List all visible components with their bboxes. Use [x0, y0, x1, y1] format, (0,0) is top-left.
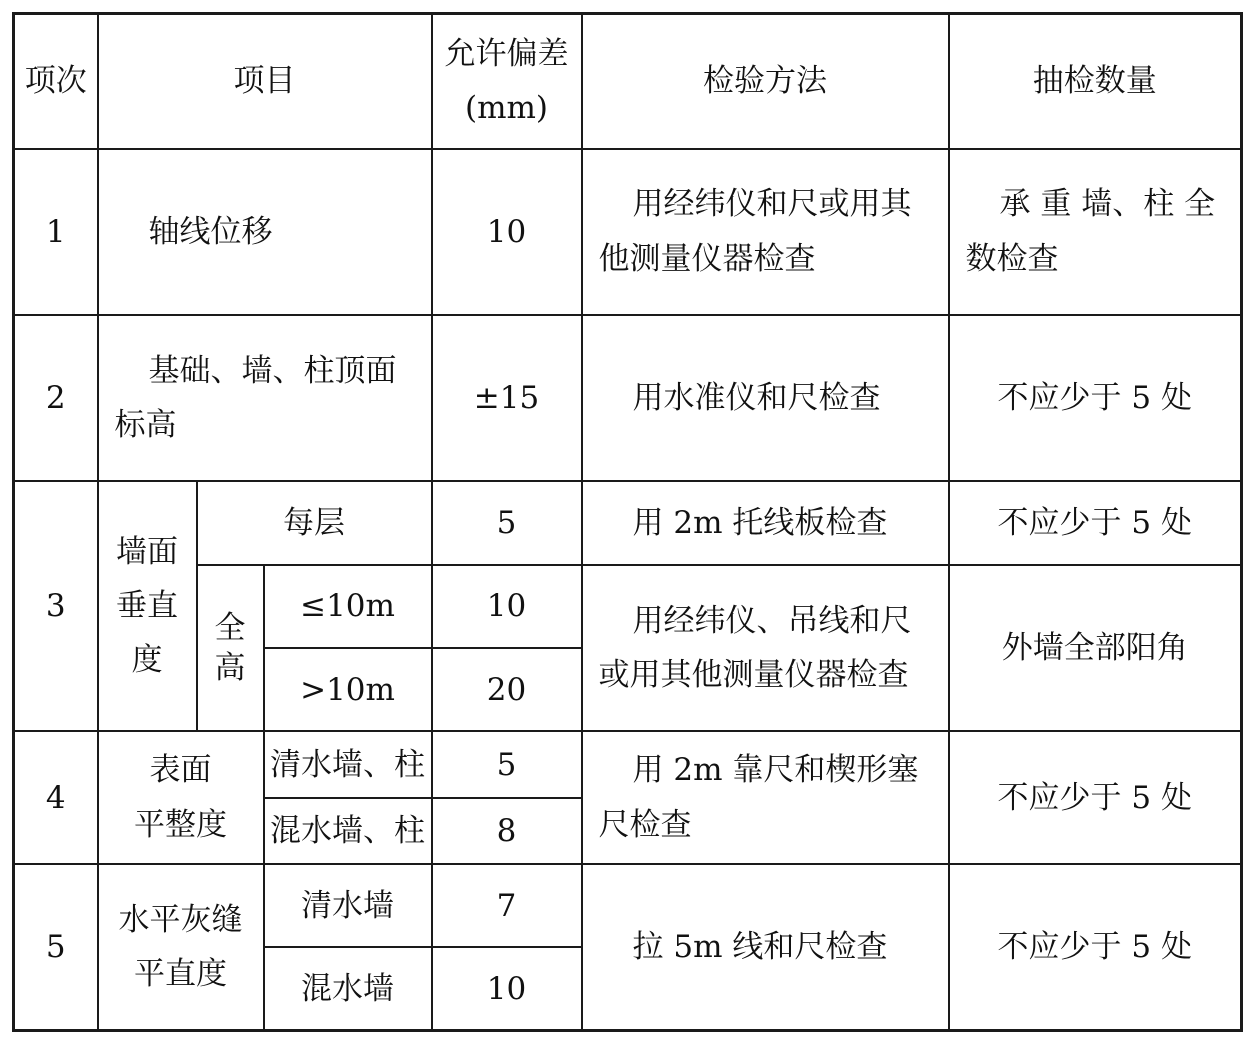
row4-group	[98, 731, 264, 864]
table-row-2	[14, 315, 1242, 481]
table-row-3b	[14, 565, 1242, 648]
row1-quantity	[949, 149, 1242, 315]
row5-sub2-tolerance: 10	[432, 947, 582, 1030]
row2-tolerance: ±15	[432, 315, 582, 481]
row5-quantity: 不应少于 5 处	[949, 864, 1242, 1030]
row1-method	[582, 149, 949, 315]
row3-group-line1: 墙面	[116, 533, 178, 570]
header-col-item: 项目	[98, 14, 432, 149]
row1-quantity-line1: 承 重 墙、柱 全	[999, 186, 1216, 223]
row3-group	[98, 481, 197, 731]
row5-sub2-label: 混水墙	[264, 947, 432, 1030]
row4-sub2-label: 混水墙、柱	[264, 798, 432, 864]
row3-sub2-tolerance: 10	[432, 565, 582, 648]
header-col-tolerance-line2: (mm)	[465, 90, 548, 127]
row3-full-method-line2: 或用其他测量仪器检查	[598, 657, 909, 694]
row4-group-line2: 平整度	[134, 806, 227, 843]
tolerance-table	[12, 12, 1243, 1032]
row4-method-line2: 尺检查	[598, 806, 692, 843]
table-row-4a	[14, 731, 1242, 798]
row4-sub1-label: 清水墙、柱	[264, 731, 432, 798]
row5-group	[98, 864, 264, 1030]
row1-item: 轴线位移	[98, 149, 432, 315]
row3-full-method-line1: 用经纬仪、吊线和尺	[632, 602, 912, 639]
row5-group-line1: 水平灰缝	[118, 901, 243, 938]
row5-group-line2: 平直度	[134, 956, 227, 993]
row2-method: 用水准仪和尺检查	[582, 315, 949, 481]
row5-sub1-label: 清水墙	[264, 864, 432, 947]
row3-full-height	[197, 565, 264, 731]
row2-item	[98, 315, 432, 481]
header-col-tolerance-line1: 允许偏差	[444, 36, 569, 73]
row2-quantity: 不应少于 5 处	[949, 315, 1242, 481]
row4-sub2-tolerance: 8	[432, 798, 582, 864]
row3-sub1-quantity: 不应少于 5 处	[949, 481, 1242, 565]
header-col-method: 检验方法	[582, 14, 949, 149]
row5-no: 5	[14, 864, 98, 1030]
table-row-1	[14, 149, 1242, 315]
row3-full-height-line1: 全	[214, 609, 246, 646]
row5-method: 拉 5m 线和尺检查	[582, 864, 949, 1030]
row1-method-line2: 他测量仪器检查	[598, 240, 816, 277]
row3-sub3-label: >10m	[264, 648, 432, 731]
table-row-5a	[14, 864, 1242, 947]
row3-full-quantity: 外墙全部阳角	[949, 565, 1242, 731]
row3-group-line3: 度	[131, 642, 163, 679]
row3-group-line2: 垂直	[116, 587, 178, 624]
row3-sub3-tolerance: 20	[432, 648, 582, 731]
row1-tolerance: 10	[432, 149, 582, 315]
header-col-no: 项次	[14, 14, 98, 149]
row4-no: 4	[14, 731, 98, 864]
row5-sub1-tolerance: 7	[432, 864, 582, 947]
row4-group-line1: 表面	[149, 752, 212, 789]
row1-no: 1	[14, 149, 98, 315]
row3-full-height-line2: 高	[214, 650, 246, 687]
table-row-3a	[14, 481, 1242, 565]
row3-no: 3	[14, 481, 98, 731]
header-col-tolerance	[432, 14, 582, 149]
row2-item-line1: 基础、墙、柱顶面	[148, 352, 397, 389]
row3-sub1-tolerance: 5	[432, 481, 582, 565]
header-row	[14, 14, 1242, 149]
row3-sub1-label: 每层	[197, 481, 432, 565]
row4-sub1-tolerance: 5	[432, 731, 582, 798]
row1-method-line1: 用经纬仪和尺或用其	[632, 186, 912, 223]
row4-quantity: 不应少于 5 处	[949, 731, 1242, 864]
row3-full-method	[582, 565, 949, 731]
row2-item-line2: 标高	[114, 406, 177, 443]
header-col-quantity: 抽检数量	[949, 14, 1242, 149]
row2-no: 2	[14, 315, 98, 481]
row1-quantity-line2: 数检查	[965, 240, 1059, 277]
row3-sub2-label: ≤10m	[264, 565, 432, 648]
row3-sub1-method: 用 2m 托线板检查	[582, 481, 949, 565]
row4-method	[582, 731, 949, 864]
row4-method-line1: 用 2m 靠尺和楔形塞	[632, 752, 919, 789]
